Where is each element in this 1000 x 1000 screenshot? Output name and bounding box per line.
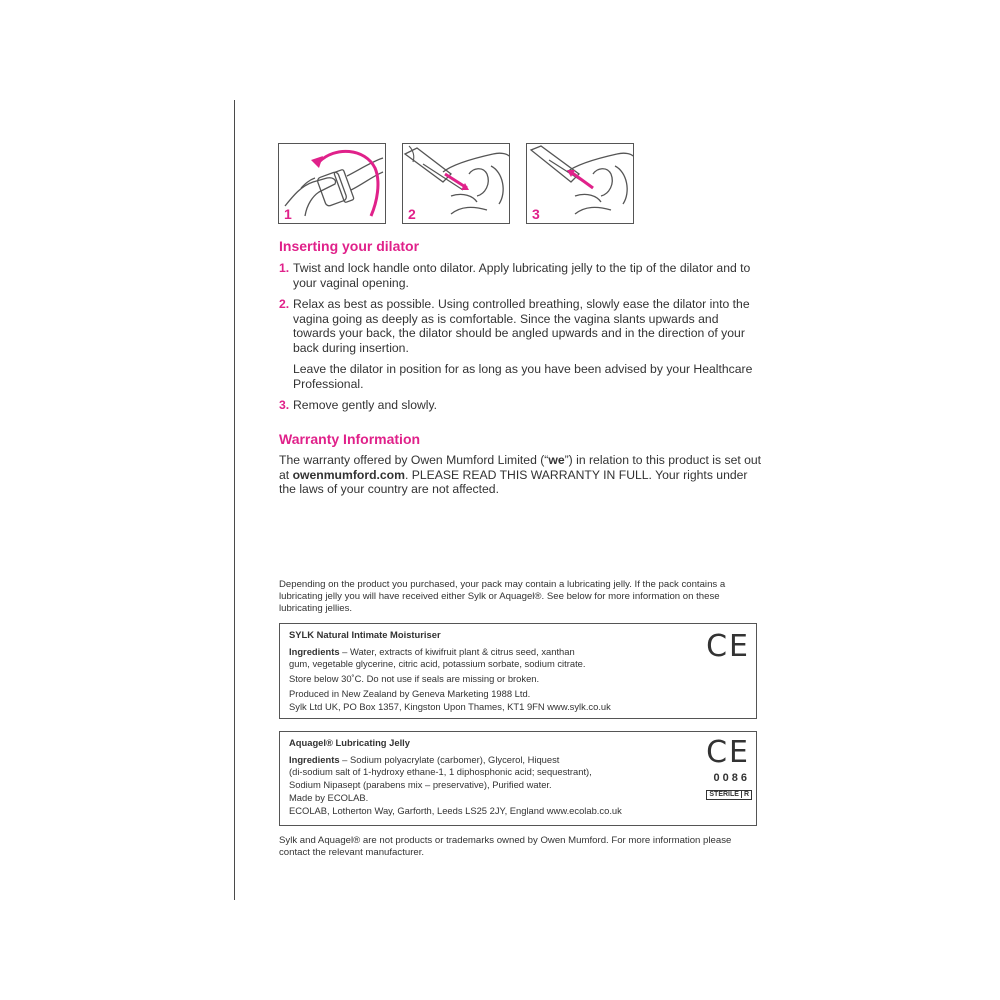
trademark-footer: Sylk and Aquagel® are not products or trademarks owned by Owen Mumford. For more information please contact the relevant manufacturer. — [279, 835, 732, 859]
aquagel-ingredients — [289, 754, 747, 767]
sylk-address: Sylk Ltd UK, PO Box 1357, Kingston Upon Thames, KT1 9FN www.sylk.co.uk — [289, 700, 611, 712]
inserting-heading: Inserting your dilator — [279, 238, 420, 254]
warranty-text-part: . PLEASE READ THIS WARRANTY IN FULL. Your rights under the laws of your country are not affected. — [279, 467, 748, 496]
aquagel-title: Aquagel® Lubricating Jelly — [289, 737, 410, 748]
ce-mark-icon: CE — [706, 629, 750, 664]
sylk-produced: Produced in New Zealand by Geneva Marketing 1988 Ltd. — [289, 687, 531, 699]
aquagel-made-by: Made by ECOLAB. — [289, 791, 369, 803]
sylk-storage: Store below 30˚C. Do not use if seals are missing or broken. — [289, 673, 540, 685]
illustration-step-2 — [402, 143, 510, 224]
illustration-number: 2 — [408, 206, 416, 222]
warranty-website-link[interactable]: owenmumford.com — [292, 467, 405, 482]
step-text: Relax as best as possible. Using controlled breathing, slowly ease the dilator into the vagina going as deeply as is comfortable. Since the vagina slants upwards and towards your back, the dilator should be angled upwards and in the direction of your back during insertion. — [293, 297, 750, 355]
sylk-ingredients-cont: gum, vegetable glycerine, citric acid, potassium sorbate, sodium citrate. — [289, 658, 586, 670]
sylk-info-box — [279, 623, 757, 719]
warranty-text-part: The warranty offered by Owen Mumford Limited (“ — [279, 453, 549, 467]
sylk-ingredients — [289, 646, 747, 659]
aquagel-address: ECOLAB, Lotherton Way, Garforth, Leeds LS25 2JY, England www.ecolab.co.uk — [289, 804, 622, 816]
step-1 — [279, 261, 763, 290]
twist-handle-icon — [279, 144, 385, 223]
step-number: 1. — [279, 261, 290, 275]
ce-mark-icon: CE — [706, 735, 750, 770]
ingredients-label: Ingredients — [289, 645, 340, 657]
step-number: 2. — [279, 297, 290, 311]
warranty-text-part: ”) in relation to this product is set out at — [279, 453, 762, 482]
sterile-label: STERILE — [709, 791, 739, 798]
step-number: 3. — [279, 398, 290, 412]
step-2 — [279, 297, 763, 355]
sterile-symbol — [706, 790, 752, 800]
ingredients-text: – Sodium polyacrylate (carbomer), Glycerol, Hiquest — [339, 753, 560, 765]
jelly-intro: Depending on the product you purchased, your pack may contain a lubricating jelly. If the pack contains a lubricating jelly you will have received either Sylk or Aquagel®. See below for more information on these lubricating jellies. — [279, 579, 726, 615]
warranty-heading: Warranty Information — [279, 431, 421, 447]
fold-line — [234, 100, 235, 900]
ingredients-text: – Water, extracts of kiwifruit plant & citrus seed, xanthan — [339, 645, 575, 657]
step-text: Twist and lock handle onto dilator. Apply lubricating jelly to the tip of the dilator and to your vaginal opening. — [293, 261, 751, 290]
aquagel-ingredients-cont: Sodium Nipasept (parabens mix – preservative), Purified water. — [289, 779, 552, 791]
step-2-note — [279, 362, 763, 391]
warranty-we: we — [548, 453, 565, 467]
notified-body-number: 0086 — [713, 772, 750, 784]
warranty-text — [279, 453, 763, 497]
illustration-number: 1 — [284, 206, 292, 222]
sylk-title: SYLK Natural Intimate Moisturiser — [289, 629, 441, 640]
ingredients-label: Ingredients — [289, 753, 340, 765]
insert-dilator-icon — [403, 144, 509, 223]
illustration-step-3 — [526, 143, 634, 224]
sterile-method: R — [741, 791, 749, 798]
step-text: Remove gently and slowly. — [293, 398, 438, 412]
illustration-step-1 — [278, 143, 386, 224]
illustration-number: 3 — [532, 206, 540, 222]
aquagel-info-box — [279, 731, 757, 826]
step-text: Leave the dilator in position for as long as you have been advised by your Healthcare Professional. — [293, 362, 753, 391]
dilator-inserted-icon — [527, 144, 633, 223]
aquagel-ingredients-cont: (di-sodium salt of 1-hydroxy ethane-1, 1 diphosphonic acid; sequestrant), — [289, 766, 592, 778]
step-3 — [279, 398, 763, 413]
warranty-section — [279, 431, 763, 497]
inserting-section — [279, 238, 763, 413]
